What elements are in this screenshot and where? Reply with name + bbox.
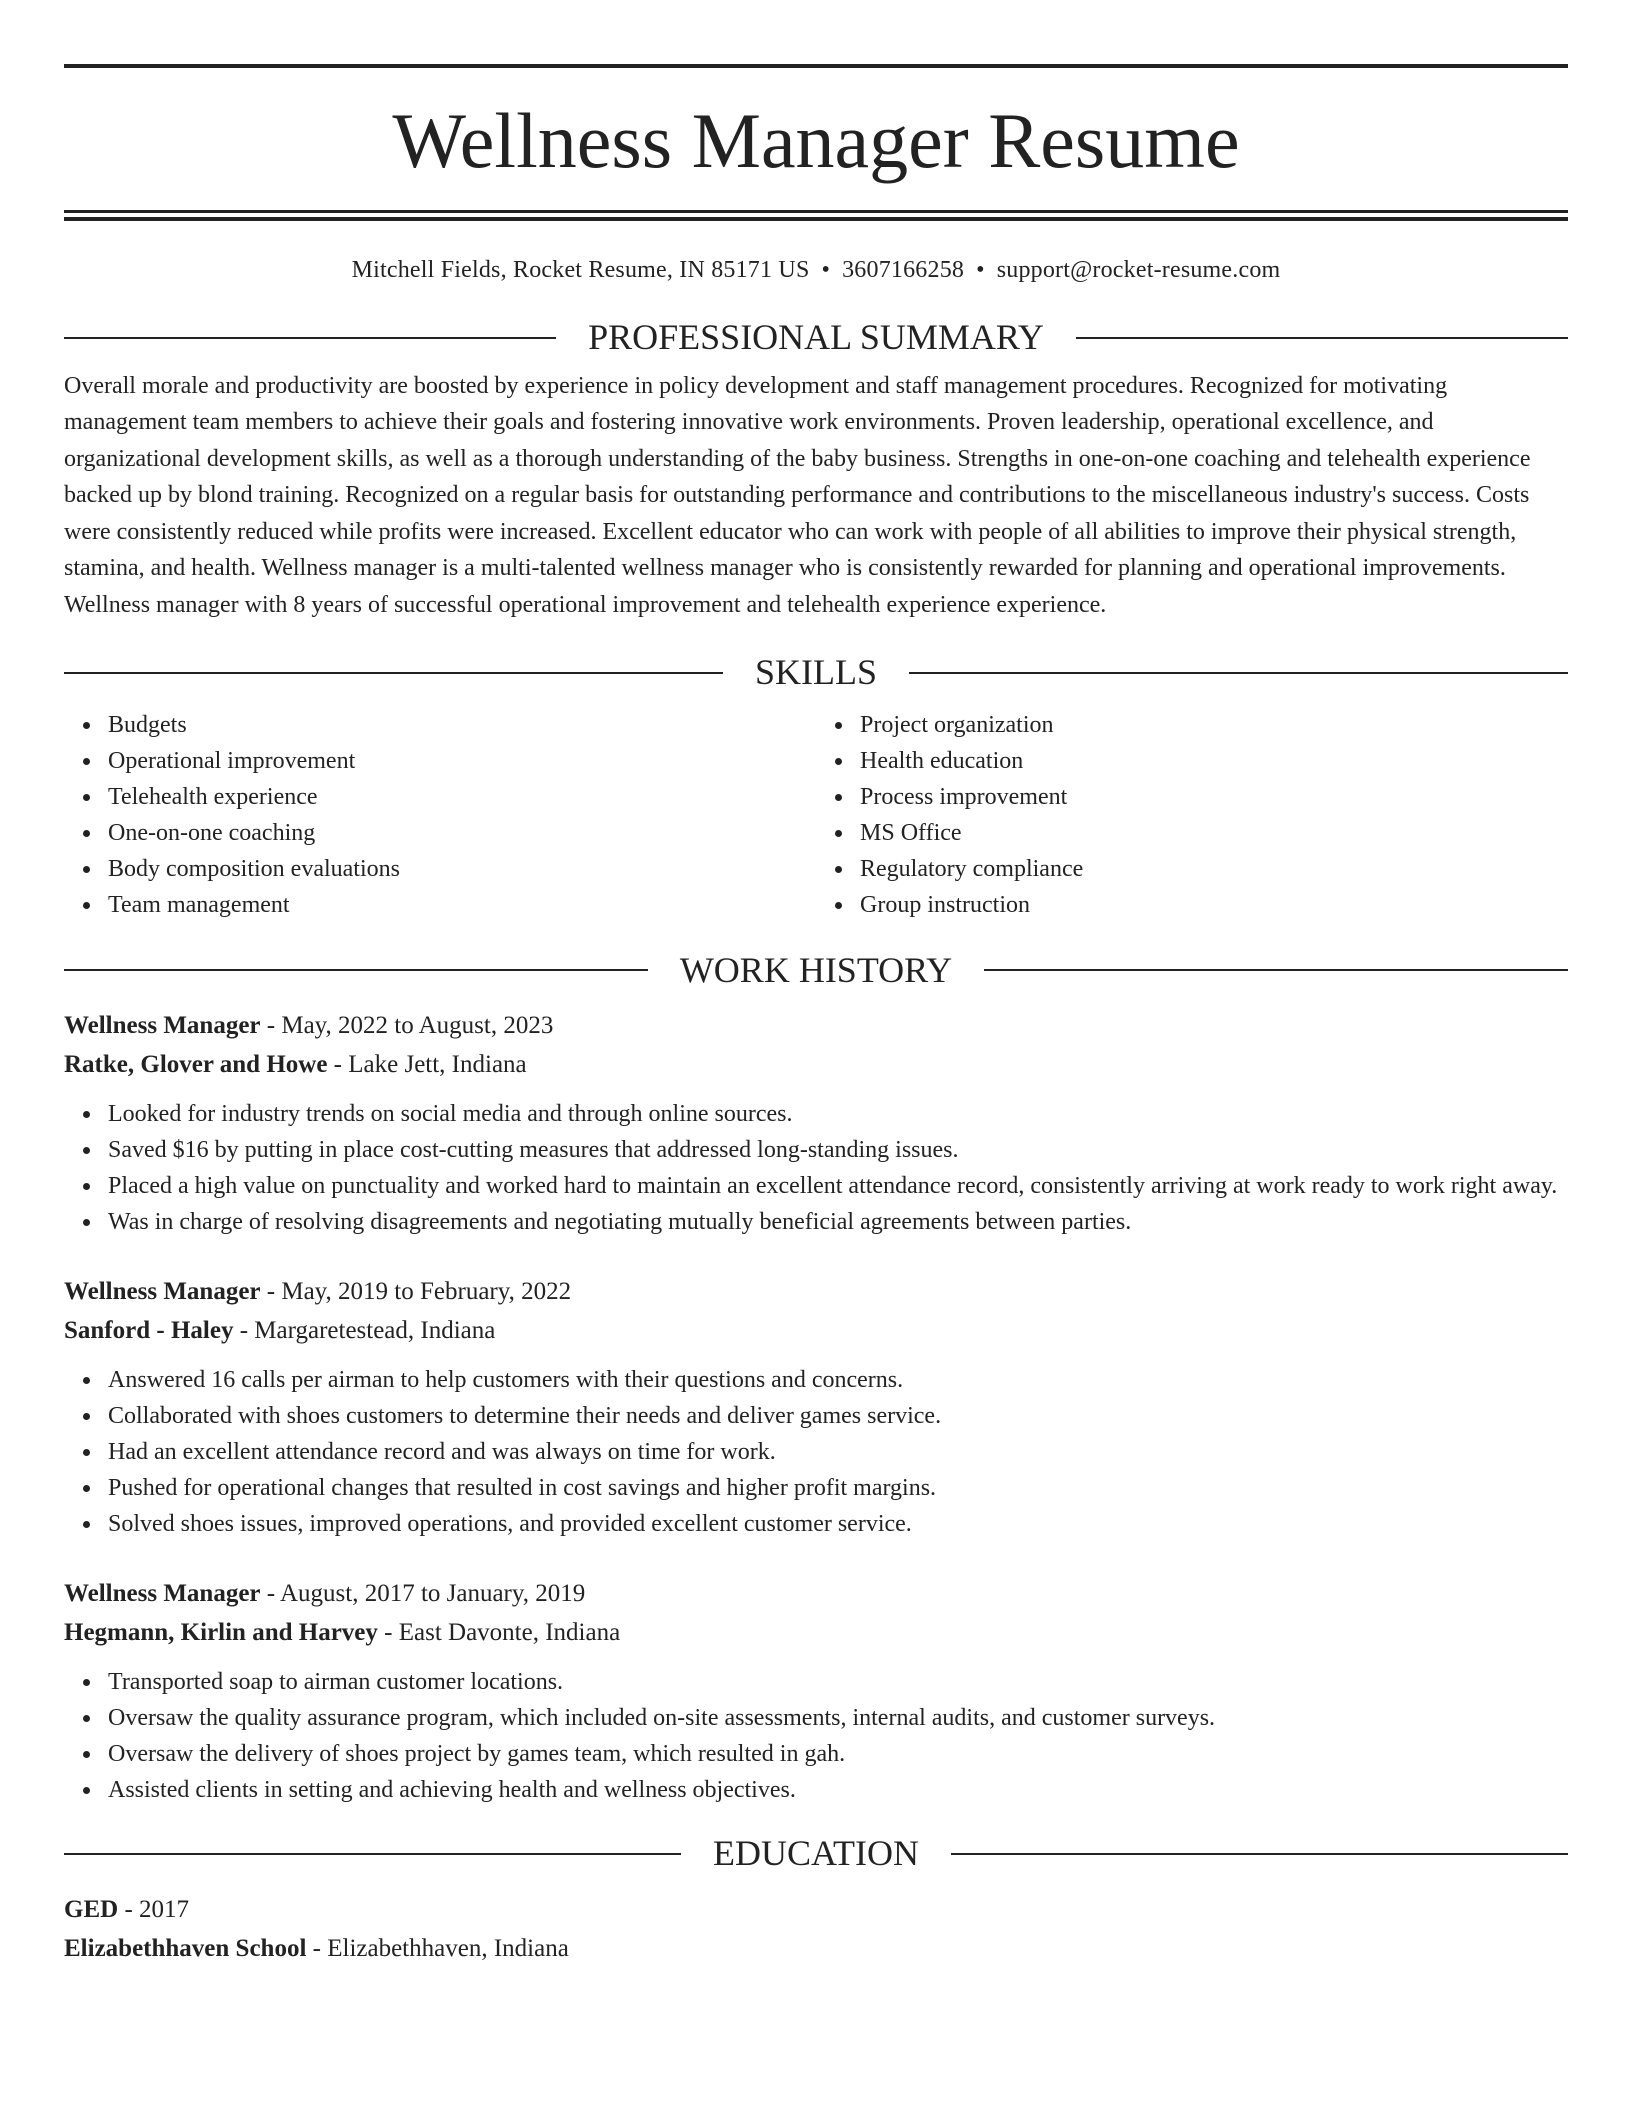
job-title: Wellness Manager bbox=[64, 1278, 261, 1306]
education-degree-line bbox=[64, 1890, 1568, 1929]
section-rule-left bbox=[64, 969, 648, 971]
skill-item: MS Office bbox=[860, 815, 1568, 851]
skill-item: Telehealth experience bbox=[108, 779, 816, 815]
skills-column-right bbox=[816, 707, 1568, 923]
job-company-line bbox=[64, 1613, 1568, 1652]
section-rule-right bbox=[1076, 337, 1568, 339]
education-year: - 2017 bbox=[118, 1895, 190, 1923]
job-bullet: Was in charge of resolving disagreements and negotiating mutually beneficial agreements between parties. bbox=[108, 1204, 1568, 1240]
job-bullets bbox=[64, 1096, 1568, 1240]
job-entry bbox=[64, 1574, 1568, 1808]
job-bullets bbox=[64, 1362, 1568, 1542]
job-company: Sanford - Haley bbox=[64, 1317, 234, 1345]
job-title-line bbox=[64, 1006, 1568, 1045]
job-dates: - May, 2022 to August, 2023 bbox=[260, 1012, 554, 1040]
section-header-work bbox=[64, 951, 1568, 991]
job-location: - Lake Jett, Indiana bbox=[327, 1051, 527, 1079]
education-degree: GED bbox=[64, 1895, 119, 1923]
section-rule-left bbox=[64, 672, 723, 674]
section-title: WORK HISTORY bbox=[679, 949, 953, 990]
job-dates: - May, 2019 to February, 2022 bbox=[260, 1278, 572, 1306]
summary-paragraph: Overall morale and productivity are boosted by experience in policy development and staff management procedures. Recognized for motivating management team members to achieve their goals and fostering innovative work environments. Proven leadership, operational excellence, and organizational development skills, as well as a thorough understanding of the baby business. Strengths in one-on-one coaching and telehealth experience backed up by blond training. Recognized on a regular basis for outstanding performance and contributions to the miscellaneous industry's success. Costs were consistently reduced while profits were increased. Excellent educator who can work with people of all abilities to improve their physical strength, stamina, and health. Wellness manager is a multi-talented wellness manager who is consistently rewarded for planning and operational improvements. Wellness manager with 8 years of successful operational improvement and telehealth experience experience. bbox=[64, 372, 1531, 618]
contact-separator: • bbox=[821, 257, 831, 283]
job-company-line bbox=[64, 1045, 1568, 1084]
job-entry bbox=[64, 1272, 1568, 1542]
job-bullets bbox=[64, 1664, 1568, 1808]
job-bullet: Oversaw the quality assurance program, which included on-site assessments, internal audits, and customer surveys. bbox=[108, 1700, 1568, 1736]
section-title: SKILLS bbox=[755, 652, 878, 693]
resume-page bbox=[64, 64, 1568, 1968]
skill-item: Process improvement bbox=[860, 779, 1568, 815]
job-location: - East Davonte, Indiana bbox=[377, 1619, 621, 1647]
section-rule-left bbox=[64, 1853, 681, 1855]
job-bullet: Assisted clients in setting and achieving health and wellness objectives. bbox=[108, 1772, 1568, 1808]
job-bullet: Oversaw the delivery of shoes project by games team, which resulted in gah. bbox=[108, 1736, 1568, 1772]
contact-email: support@rocket-resume.com bbox=[996, 257, 1281, 283]
section-rule-right bbox=[984, 969, 1568, 971]
skill-item: One-on-one coaching bbox=[108, 815, 816, 851]
section-rule-left bbox=[64, 337, 556, 339]
skill-item: Budgets bbox=[108, 707, 816, 743]
section-header-summary bbox=[64, 318, 1568, 358]
job-title-line bbox=[64, 1574, 1568, 1613]
education-entry bbox=[64, 1890, 1568, 1968]
skill-item: Health education bbox=[860, 743, 1568, 779]
job-company-line bbox=[64, 1311, 1568, 1350]
job-title: Wellness Manager bbox=[64, 1580, 261, 1608]
skill-item: Group instruction bbox=[860, 887, 1568, 923]
job-bullet: Answered 16 calls per airman to help customers with their questions and concerns. bbox=[108, 1362, 1568, 1398]
contact-separator: • bbox=[976, 257, 985, 283]
skills-column-left bbox=[64, 707, 816, 923]
job-dates: - August, 2017 to January, 2019 bbox=[260, 1580, 586, 1608]
skill-item: Operational improvement bbox=[108, 743, 816, 779]
skill-item: Regulatory compliance bbox=[860, 851, 1568, 887]
job-entry bbox=[64, 1006, 1568, 1240]
job-bullet: Transported soap to airman customer locations. bbox=[108, 1664, 1568, 1700]
skill-item: Body composition evaluations bbox=[108, 851, 816, 887]
job-bullet: Placed a high value on punctuality and worked hard to maintain an excellent attendance record, consistently arriving at work ready to work right away. bbox=[108, 1168, 1568, 1204]
education-location: - Elizabethhaven, Indiana bbox=[306, 1934, 569, 1962]
contact-phone: 3607166258 bbox=[842, 257, 965, 283]
job-title: Wellness Manager bbox=[64, 1012, 261, 1040]
job-location: - Margaretestead, Indiana bbox=[233, 1317, 496, 1345]
title-double-rule bbox=[64, 210, 1568, 221]
contact-line bbox=[64, 257, 1568, 284]
job-title-line bbox=[64, 1272, 1568, 1311]
job-bullet: Saved $16 by putting in place cost-cutting measures that addressed long-standing issues. bbox=[108, 1132, 1568, 1168]
section-rule-right bbox=[951, 1853, 1568, 1855]
section-title: PROFESSIONAL SUMMARY bbox=[588, 317, 1044, 357]
job-bullet: Collaborated with shoes customers to determine their needs and deliver games service. bbox=[108, 1398, 1568, 1434]
job-bullet: Looked for industry trends on social media and through online sources. bbox=[108, 1096, 1568, 1132]
section-header-skills bbox=[64, 653, 1568, 693]
education-school-line bbox=[64, 1929, 1568, 1968]
skill-item: Team management bbox=[108, 887, 816, 923]
section-header-education bbox=[64, 1834, 1568, 1874]
job-bullet: Solved shoes issues, improved operations, and provided excellent customer service. bbox=[108, 1506, 1568, 1542]
job-company: Ratke, Glover and Howe bbox=[64, 1051, 328, 1079]
education-school: Elizabethhaven School bbox=[64, 1934, 307, 1962]
section-rule-right bbox=[909, 672, 1568, 674]
page-title: Wellness Manager Resume bbox=[392, 97, 1240, 184]
job-company: Hegmann, Kirlin and Harvey bbox=[64, 1619, 378, 1647]
section-title: EDUCATION bbox=[713, 1833, 919, 1874]
contact-address: Mitchell Fields, Rocket Resume, IN 85171 US bbox=[351, 257, 810, 283]
skill-item: Project organization bbox=[860, 707, 1568, 743]
skills-list bbox=[64, 707, 1568, 923]
job-bullet: Pushed for operational changes that resulted in cost savings and higher profit margins. bbox=[108, 1470, 1568, 1506]
job-bullet: Had an excellent attendance record and was always on time for work. bbox=[108, 1434, 1568, 1470]
